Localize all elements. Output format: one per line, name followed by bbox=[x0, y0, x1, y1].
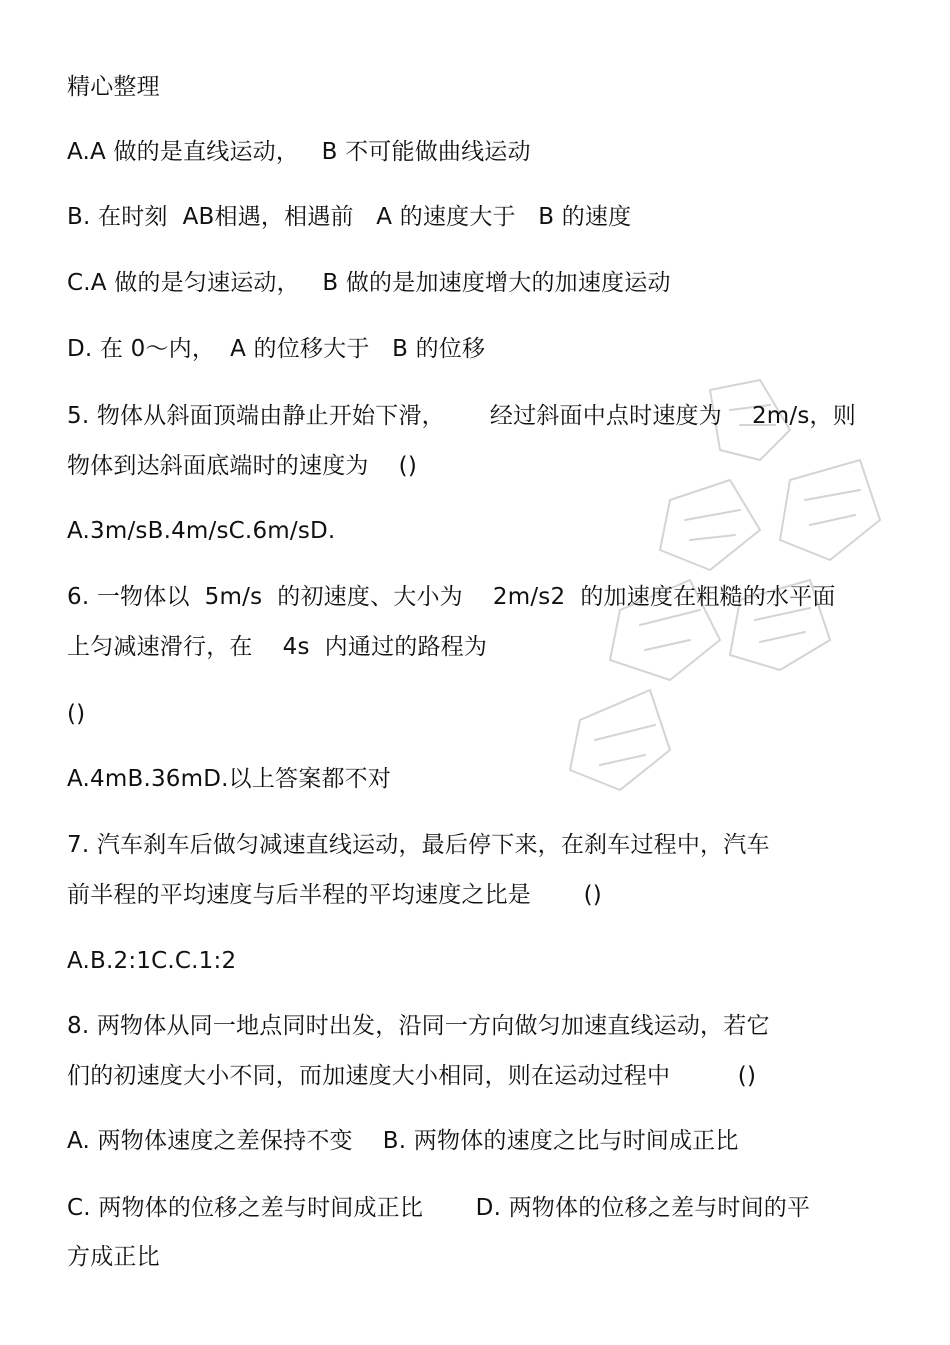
question-8-options-cd: C. 两物体的位移之差与时间成正比 D. 两物体的位移之差与时间的平 bbox=[67, 1195, 811, 1221]
question-6-options: A.4mB.36mD.以上答案都不对 bbox=[67, 766, 392, 792]
question-8-line-1: 8. 两物体从同一地点同时出发，沿同一方向做匀加速直线运动，若它 bbox=[67, 1013, 770, 1039]
option-line: A.A 做的是直线运动， B 不可能做曲线运动 bbox=[67, 139, 531, 165]
question-7-line-2: 前半程的平均速度与后半程的平均速度之比是 () bbox=[67, 882, 602, 908]
option-line: D. 在 0～内， A 的位移大于 B 的位移 bbox=[67, 336, 486, 362]
question-6-line-3: () bbox=[67, 701, 86, 727]
question-5-line-2: 物体到达斜面底端时的速度为 () bbox=[67, 453, 417, 479]
question-8-options-ab: A. 两物体速度之差保持不变 B. 两物体的速度之比与时间成正比 bbox=[67, 1128, 739, 1154]
watermark-graphic bbox=[560, 370, 900, 890]
question-5-line-1: 5. 物体从斜面顶端由静止开始下滑， 经过斜面中点时速度为 2m/s，则 bbox=[67, 403, 856, 429]
question-8-options-cd-cont: 方成正比 bbox=[67, 1244, 160, 1270]
question-8-line-2: 们的初速度大小不同，而加速度大小相同，则在运动过程中 () bbox=[67, 1063, 757, 1089]
question-6-line-2: 上匀减速滑行，在 4s 内通过的路程为 bbox=[67, 634, 488, 660]
question-6-line-1: 6. 一物体以 5m/s 的初速度、大小为 2m/s2 的加速度在粗糙的水平面 bbox=[67, 584, 836, 610]
option-line: B. 在时刻 AB相遇，相遇前 A 的速度大于 B 的速度 bbox=[67, 204, 632, 230]
question-7-options: A.B.2:1C.C.1:2 bbox=[67, 948, 237, 974]
page-header: 精心整理 bbox=[67, 74, 160, 100]
option-line: C.A 做的是匀速运动， B 做的是加速度增大的加速度运动 bbox=[67, 270, 671, 296]
question-7-line-1: 7. 汽车刹车后做匀减速直线运动，最后停下来，在刹车过程中，汽车 bbox=[67, 832, 770, 858]
question-5-options: A.3m/sB.4m/sC.6m/sD. bbox=[67, 518, 336, 544]
